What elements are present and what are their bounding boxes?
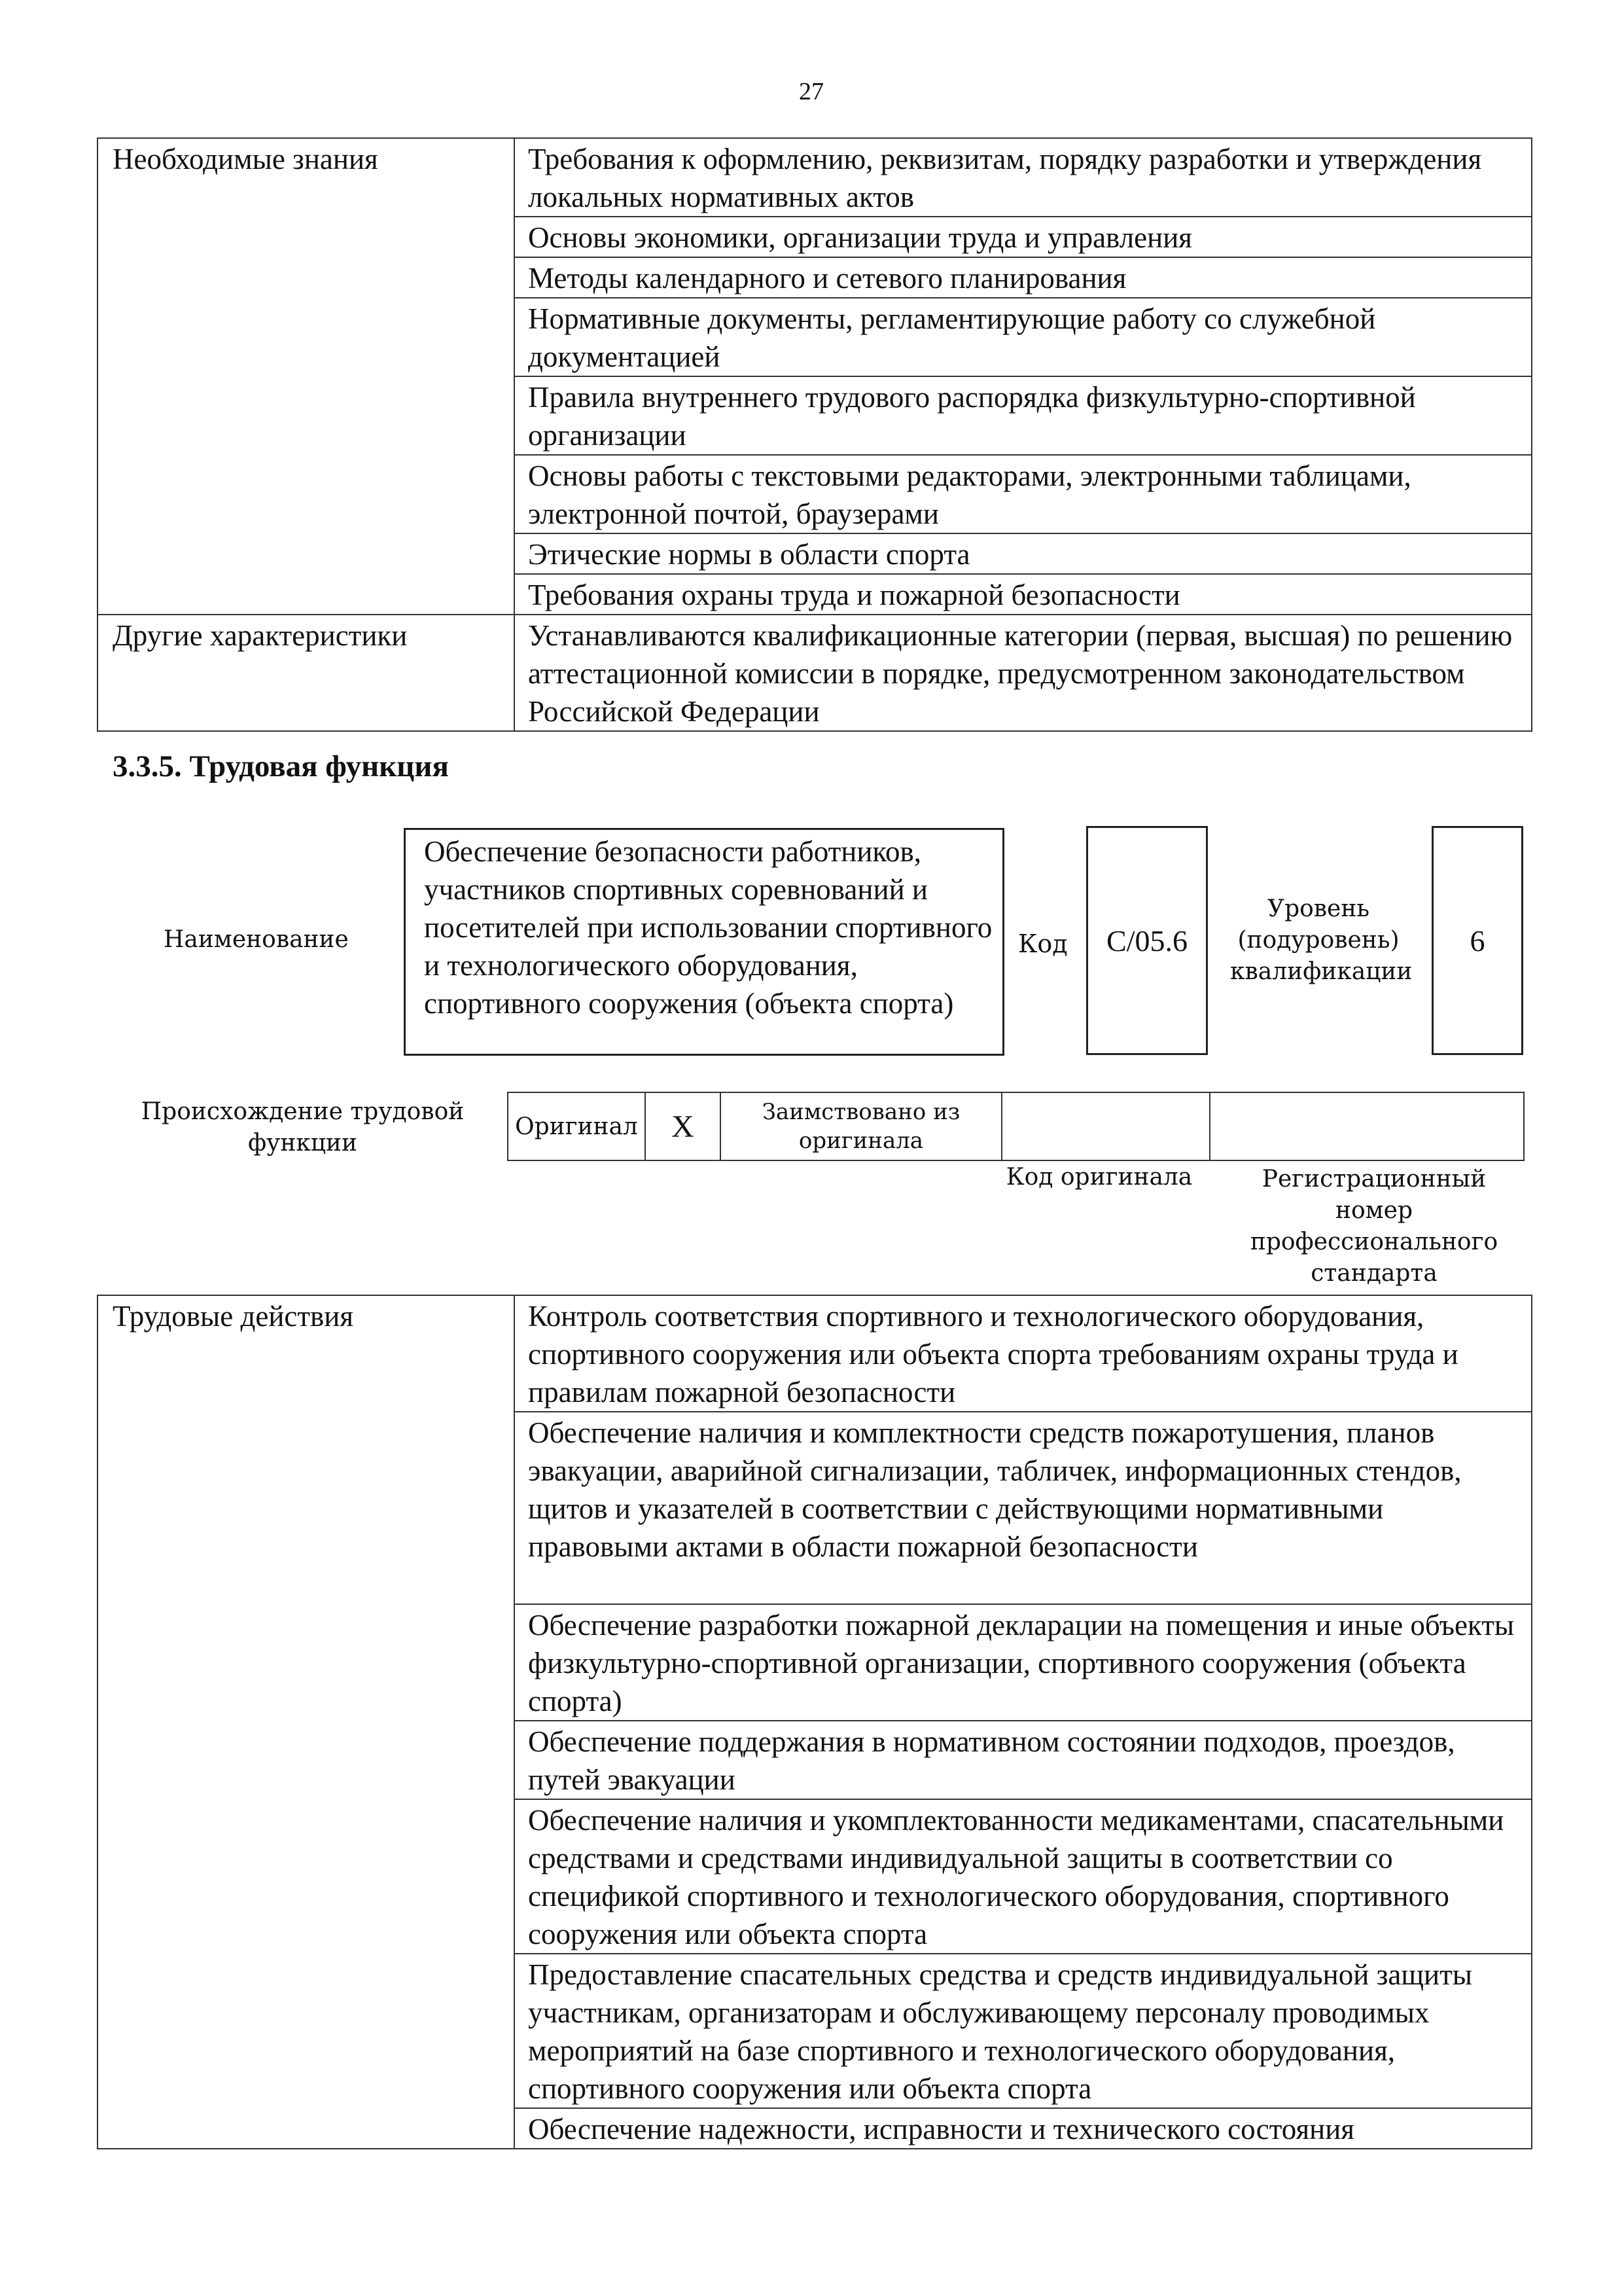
knowledge-item: Основы экономики, организации труда и управления bbox=[514, 217, 1532, 257]
action-item: Обеспечение наличия и укомплектованности медикаментами, спасательными средствами и средствами индивидуальной защиты в соответствии со спецификой спортивного и технологического оборудования, спортивного сооружения или объекта спорта bbox=[514, 1799, 1532, 1954]
page-number: 27 bbox=[799, 78, 824, 105]
origin-mark: X bbox=[645, 1092, 720, 1160]
knowledge-item: Требования охраны труда и пожарной безопасности bbox=[514, 574, 1532, 615]
origin-original: Оригинал bbox=[508, 1092, 645, 1160]
knowledge-item: Методы календарного и сетевого планирования bbox=[514, 257, 1532, 298]
knowledge-table bbox=[97, 137, 1532, 732]
actions-label: Трудовые действия bbox=[97, 1295, 514, 2149]
action-item: Обеспечение поддержания в нормативном состоянии подходов, проездов, путей эвакуации bbox=[514, 1721, 1532, 1799]
action-item: Предоставление спасательных средства и средств индивидуальной защиты участникам, организаторам и обслуживающему персоналу проводимых мероприятий на базе спортивного и технологического оборудования, спортивного сооружения или объекта спорта bbox=[514, 1954, 1532, 2108]
function-name-label: Наименование bbox=[164, 926, 349, 953]
knowledge-item: Требования к оформлению, реквизитам, порядку разработки и утверждения локальных нормативных актов bbox=[514, 138, 1532, 217]
knowledge-label: Необходимые знания bbox=[97, 138, 514, 615]
other-text: Устанавливаются квалификационные категории (первая, высшая) по решению аттестационной комиссии в порядке, предусмотренном законодательством Российской Федерации bbox=[514, 615, 1532, 731]
actions-table bbox=[97, 1295, 1532, 2149]
function-code-label: Код bbox=[1018, 929, 1068, 958]
other-label: Другие характеристики bbox=[97, 615, 514, 731]
action-item: Контроль соответствия спортивного и технологического оборудования, спортивного сооружения или объекта спорта требованиям охраны труда и правилам пожарной безопасности bbox=[514, 1295, 1532, 1412]
section-title: 3.3.5. Трудовая функция bbox=[113, 749, 449, 783]
knowledge-item: Правила внутреннего трудового распорядка физкультурно-спортивной организации bbox=[514, 376, 1532, 455]
function-name: Обеспечение безопасности работников, участников спортивных соревнований и посетителей при использовании спортивного и технологического оборудования, спортивного сооружения (объекта спорта) bbox=[404, 828, 1004, 1056]
knowledge-item: Основы работы с текстовыми редакторами, электронными таблицами, электронной почтой, браузерами bbox=[514, 455, 1532, 533]
origin-borrowed: Заимствовано из оригинала bbox=[720, 1092, 1002, 1160]
action-item: Обеспечение наличия и комплектности средств пожаротушения, планов эвакуации, аварийной сигнализации, табличек, информационных стендов, щитов и указателей в соответствии с действующими нормативными правовыми актами в области пожарной безопасности bbox=[514, 1412, 1532, 1604]
qualification-level-label: Уровень (подуровень) квалификации bbox=[1230, 895, 1413, 985]
action-item: Обеспечение разработки пожарной декларации на помещения и иные объекты физкультурно-спортивной организации, спортивного сооружения (объекта спорта) bbox=[514, 1604, 1532, 1721]
qualification-level: 6 bbox=[1432, 826, 1523, 1055]
knowledge-item: Этические нормы в области спорта bbox=[514, 533, 1532, 574]
origin-reg-caption: Регистрационный номер профессионального стандарта bbox=[1250, 1166, 1498, 1287]
action-item: Обеспечение надежности, исправности и технического состояния bbox=[514, 2108, 1532, 2149]
origin-code-caption: Код оригинала bbox=[1006, 1164, 1193, 1191]
origin-code-cell bbox=[1002, 1092, 1210, 1160]
function-code: C/05.6 bbox=[1086, 826, 1208, 1055]
origin-reg-cell bbox=[1210, 1092, 1524, 1160]
origin-label: Происхождение трудовой функции bbox=[141, 1098, 465, 1157]
origin-table bbox=[507, 1092, 1525, 1161]
knowledge-item: Нормативные документы, регламентирующие работу со служебной документацией bbox=[514, 298, 1532, 376]
